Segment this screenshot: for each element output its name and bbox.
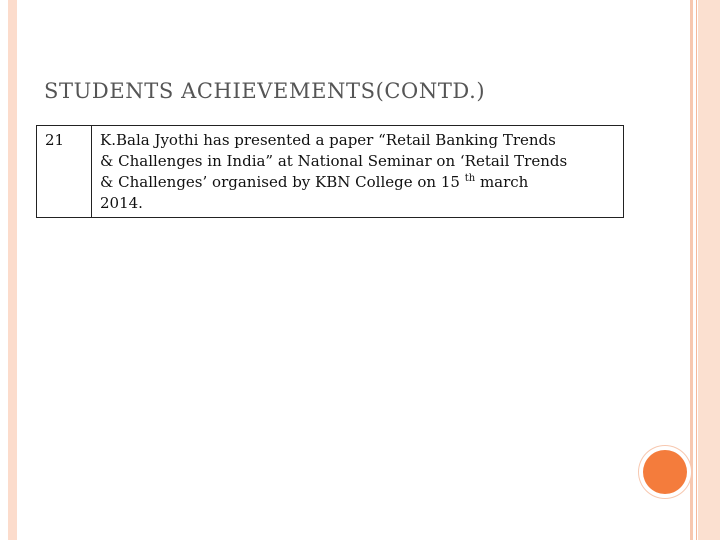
slide-title: STUDENTS ACHIEVEMENTS(CONTD.) [44,79,486,103]
ordinal-suffix: th [464,173,476,184]
description-text: march [475,173,529,191]
left-frame-bar [8,0,17,540]
decorative-circle-icon [643,450,687,494]
right-frame-line [696,0,697,540]
achievements-table [36,125,624,218]
description-line [100,172,615,193]
table-row [37,126,624,218]
description-line: 2014. [100,194,143,212]
description-line: K.Bala Jyothi has presented a paper “Retail Banking Trends [100,131,556,149]
description-line: & Challenges in India” at National Seminar on ‘Retail Trends [100,152,568,170]
achievement-number: 21 [37,126,92,218]
right-frame-bar-outer [690,0,693,540]
right-frame-bar-inner [698,0,720,540]
description-text: & Challenges’ organised by KBN College on 15 [100,173,465,191]
achievement-description [92,126,624,218]
